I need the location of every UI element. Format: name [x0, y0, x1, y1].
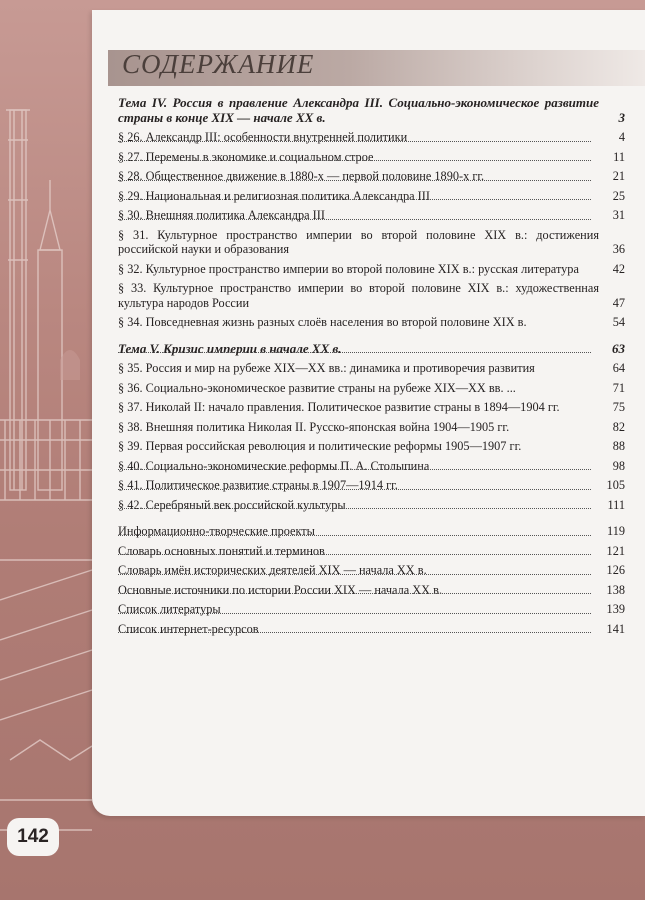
toc-entry[interactable]	[118, 459, 625, 474]
toc-entry[interactable]	[118, 262, 625, 277]
toc-entry[interactable]	[118, 150, 625, 165]
toc-entry-title: § 28. Общественное движение в 1880-х — первой половине 1890-х гг.	[118, 169, 487, 184]
toc-entry-title: § 32. Культурное пространство империи во второй половине XIX в.: русская литература	[118, 261, 579, 276]
toc-entry-title: § 40. Социально-экономические реформы П. А. Столыпина	[118, 459, 432, 474]
toc-theme-heading[interactable]	[118, 342, 625, 357]
toc-entry-title: § 29. Национальная и религиозная политика Александра III	[118, 189, 433, 204]
toc-entry[interactable]	[118, 498, 625, 513]
table-of-contents	[118, 96, 625, 641]
toc-dot-leader	[118, 342, 625, 357]
toc-entry-title: § 33. Культурное пространство империи во второй половине XIX в.: художественная культура народов России	[118, 281, 599, 310]
toc-page-number: 63	[612, 340, 625, 356]
toc-dot-leader	[118, 130, 625, 145]
toc-entry-title: § 30. Внешняя политика Александра III	[118, 208, 328, 223]
toc-page-number: 88	[612, 439, 625, 453]
toc-page-number: 54	[612, 315, 625, 329]
toc-entry-title: § 37. Николай II: начало правления. Политическое развитие страны в 1894—1904 гг.	[118, 400, 560, 414]
toc-entry[interactable]	[118, 622, 625, 637]
toc-dot-leader	[118, 478, 625, 493]
toc-page-number: 139	[606, 602, 625, 616]
toc-dot-leader	[118, 544, 625, 559]
toc-entry[interactable]	[118, 130, 625, 145]
toc-entry-title: § 34. Повседневная жизнь разных слоёв населения во второй половине XIX в.	[118, 315, 527, 329]
toc-entry[interactable]	[118, 169, 625, 184]
toc-dot-leader	[118, 169, 625, 184]
toc-entry[interactable]	[118, 544, 625, 559]
toc-page-number: 36	[612, 242, 625, 256]
toc-page-number: 141	[606, 621, 625, 636]
toc-entry-title: Основные источники по истории России XIX — начала XX в.	[118, 583, 445, 598]
toc-dot-leader	[118, 150, 625, 165]
toc-entry-title: § 39. Первая российская революция и политические реформы 1905—1907 гг.	[118, 439, 522, 453]
toc-dot-leader	[118, 622, 625, 637]
toc-page-number: 47	[612, 295, 625, 310]
toc-entry-title: § 42. Серебряный век российской культуры	[118, 498, 349, 513]
toc-entry-title: § 36. Социально-экономическое развитие страны на рубеже XIX—XX вв. ...	[118, 380, 516, 395]
toc-theme-heading[interactable]	[118, 96, 625, 125]
toc-entry[interactable]	[118, 281, 625, 310]
toc-entry[interactable]	[118, 361, 625, 376]
page-title: СОДЕРЖАНИЕ	[122, 49, 315, 79]
toc-entry[interactable]	[118, 478, 625, 493]
toc-dot-leader	[118, 583, 625, 598]
toc-entry-title: Список литературы	[118, 602, 224, 617]
toc-entry-title: § 41. Политическое развитие страны в 1907—1914 гг.	[118, 478, 401, 493]
toc-entry[interactable]	[118, 228, 625, 257]
toc-entry[interactable]	[118, 208, 625, 223]
toc-page-number: 64	[612, 361, 625, 375]
toc-entry[interactable]	[118, 524, 625, 539]
toc-page-number: 119	[607, 524, 625, 538]
toc-page-number: 71	[612, 380, 625, 395]
toc-page-number: 3	[618, 109, 625, 125]
toc-entry-title: Тема IV. Россия в правление Александра III. Социально-экономическое развитие страны в конце XIX — начале XX в.	[118, 95, 599, 125]
toc-page-number: 31	[612, 208, 625, 222]
toc-entry[interactable]	[118, 381, 625, 396]
toc-entry-title: Список интернет-ресурсов	[118, 622, 262, 637]
toc-page-number: 111	[607, 497, 625, 512]
toc-dot-leader	[118, 208, 625, 223]
toc-entry-title: Тема V. Кризис империи в начале XX в.	[118, 342, 345, 357]
toc-page-number: 121	[606, 543, 625, 558]
toc-entry-title: Словарь имён исторических деятелей XIX — начала XX в.	[118, 563, 430, 578]
toc-entry[interactable]	[118, 420, 625, 435]
toc-entry[interactable]	[118, 563, 625, 578]
toc-page-number: 82	[612, 419, 625, 434]
toc-page-number: 98	[612, 458, 625, 473]
toc-entry[interactable]	[118, 602, 625, 617]
toc-entry-title: § 31. Культурное пространство империи во второй половине XIX в.: достижения российской науки и образования	[118, 227, 599, 256]
toc-dot-leader	[118, 563, 625, 578]
toc-entry-title: § 27. Перемены в экономике и социальном строе	[118, 150, 376, 165]
toc-dot-leader	[118, 459, 625, 474]
toc-page-number: 4	[618, 130, 625, 144]
toc-entry[interactable]	[118, 315, 625, 330]
toc-dot-leader	[118, 189, 625, 204]
toc-dot-leader	[118, 498, 625, 513]
toc-entry-title: § 26. Александр III: особенности внутренней политики	[118, 130, 410, 145]
toc-entry[interactable]	[118, 439, 625, 454]
toc-page-number: 126	[606, 563, 625, 577]
toc-entry[interactable]	[118, 400, 625, 415]
toc-entry-title: Словарь основных понятий и терминов	[118, 544, 328, 559]
toc-page-number: 25	[612, 188, 625, 203]
toc-gap	[118, 517, 625, 524]
toc-page-number: 138	[606, 582, 625, 597]
toc-page-number: 21	[612, 169, 625, 183]
toc-page-number: 105	[606, 478, 625, 492]
toc-dot-leader	[118, 524, 625, 539]
toc-entry[interactable]	[118, 583, 625, 598]
toc-page-number: 42	[612, 261, 625, 276]
page-number: 142	[7, 818, 59, 856]
toc-entry-title: § 38. Внешняя политика Николая II. Русско-японская война 1904—1905 гг.	[118, 419, 510, 434]
toc-entry-title: § 35. Россия и мир на рубеже XIX—XX вв.: динамика и противоречия развития	[118, 361, 535, 375]
toc-page-number: 75	[612, 400, 625, 414]
toc-page-number: 11	[613, 149, 625, 164]
toc-entry-title: Информационно-творческие проекты	[118, 524, 318, 539]
toc-dot-leader	[118, 602, 625, 617]
toc-entry[interactable]	[118, 189, 625, 204]
